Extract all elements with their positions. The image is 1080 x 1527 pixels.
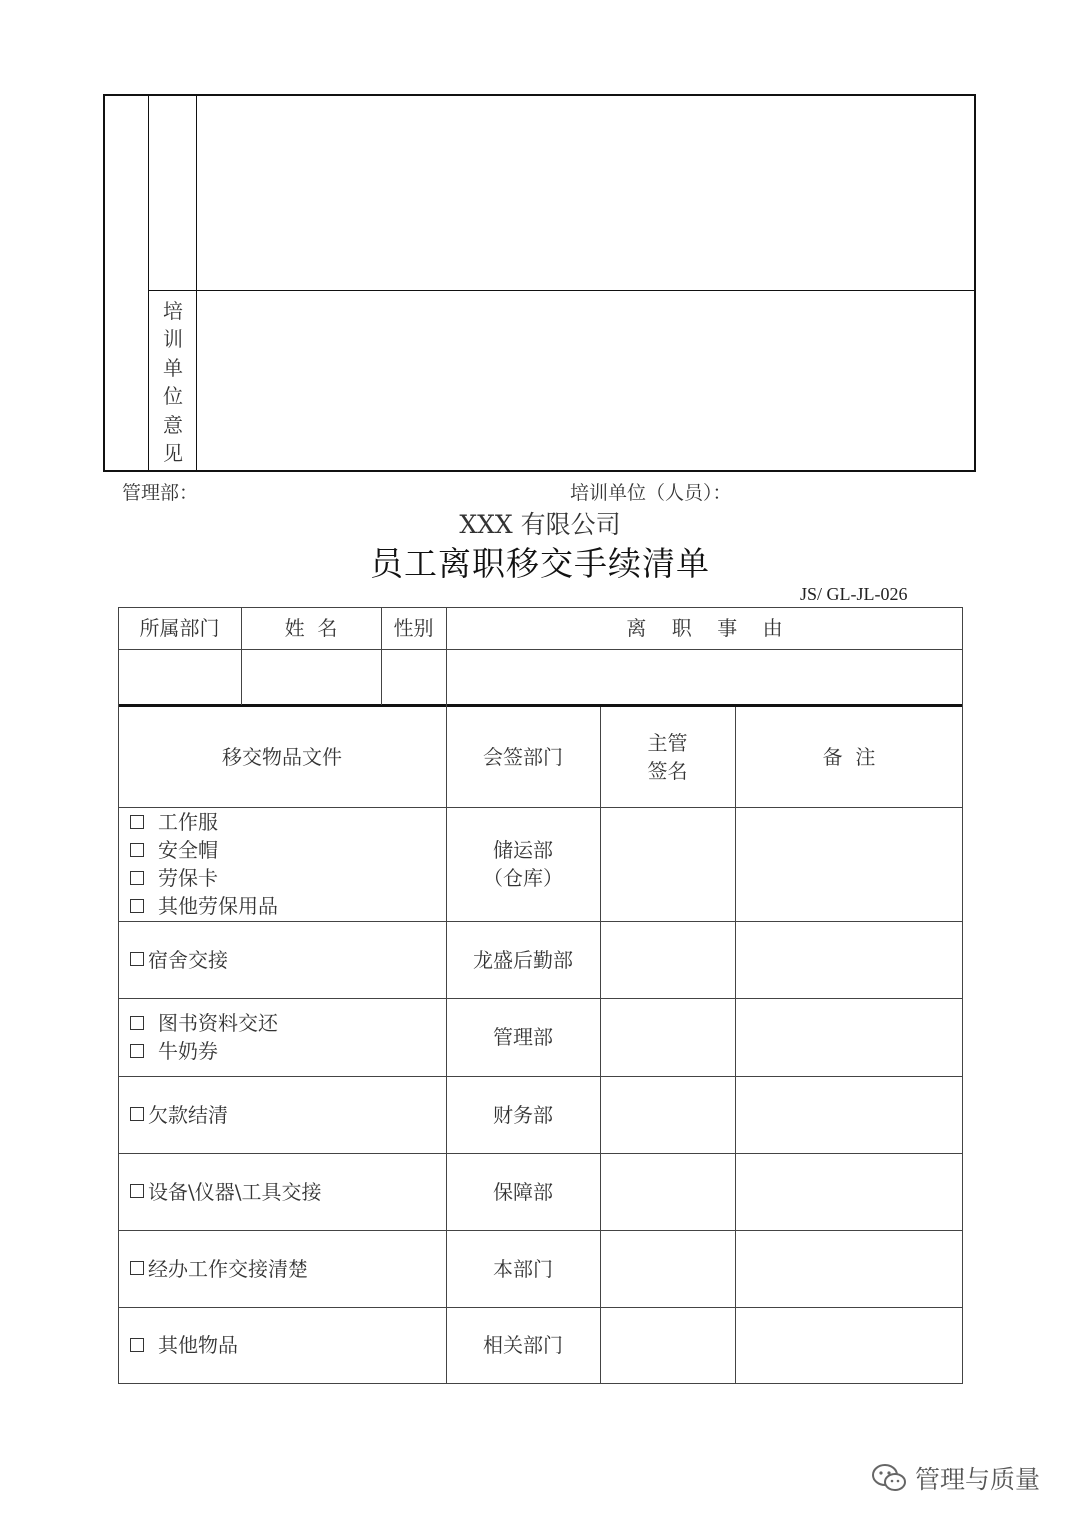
- watermark-text: 管理与质量: [914, 1465, 1040, 1494]
- header-items: 移交物品文件: [222, 745, 342, 769]
- header-text: 主管: [647, 731, 688, 755]
- list-item[interactable]: [130, 1009, 278, 1037]
- item-label: 其他劳保用品: [158, 894, 278, 918]
- watermark: [871, 1460, 1040, 1496]
- dept-cell: 财务部: [493, 1102, 553, 1127]
- checkbox[interactable]: [130, 1261, 144, 1275]
- item-label: 设备\仪器\工具交接: [148, 1179, 322, 1204]
- item-label: 劳保卡: [158, 866, 218, 890]
- company-name: XXX 有限公司: [459, 510, 621, 539]
- dept-cell: 本部门: [493, 1256, 553, 1281]
- dept-cell: [446, 807, 600, 921]
- checkbox[interactable]: [130, 843, 144, 857]
- checkbox[interactable]: [130, 815, 144, 829]
- table-row-items: [118, 998, 446, 1076]
- label-char: 培: [163, 298, 183, 323]
- header-countersign-dept: 会签部门: [483, 745, 563, 769]
- list-item[interactable]: [130, 808, 278, 836]
- header-name: 姓 名: [284, 616, 338, 640]
- header-text: 签名: [647, 759, 688, 783]
- item-label: 其他物品: [158, 1333, 238, 1357]
- dept-cell: 管理部: [493, 1025, 553, 1049]
- item-label: 宿舍交接: [148, 947, 228, 972]
- item-label: 欠款结清: [148, 1102, 228, 1127]
- dept-cell: 相关部门: [483, 1333, 563, 1357]
- item-label: 安全帽: [158, 838, 218, 862]
- dept-label: 储运部: [493, 838, 553, 862]
- page-title: 员工离职移交手续清单: [370, 544, 710, 583]
- checkbox[interactable]: [130, 1107, 144, 1121]
- signature-management-dept: 管理部：: [122, 482, 199, 504]
- checkbox[interactable]: [130, 899, 144, 913]
- checkbox[interactable]: [130, 1044, 144, 1058]
- training-unit-opinion-label: [149, 292, 197, 472]
- list-item[interactable]: [130, 1178, 321, 1206]
- list-item[interactable]: [130, 892, 278, 920]
- table-row-items: [118, 807, 446, 921]
- dept-cell: 龙盛后勤部: [473, 947, 573, 972]
- item-label: 牛奶券: [158, 1039, 218, 1063]
- table-row-items: [118, 1307, 446, 1383]
- header-resignation-reason: 离 职 事 由: [626, 616, 783, 640]
- checkbox[interactable]: [130, 1016, 144, 1030]
- list-item[interactable]: [130, 946, 228, 974]
- department-field[interactable]: [118, 649, 241, 704]
- table-row-items: [118, 1076, 446, 1153]
- header-department: 所属部门: [139, 616, 220, 640]
- item-label: 图书资料交还: [158, 1011, 278, 1035]
- dept-label: （仓库）: [483, 866, 563, 890]
- table-row-items: [118, 1153, 446, 1230]
- label-char: 单: [163, 355, 183, 380]
- training-opinion-table: [103, 94, 976, 472]
- wechat-icon: [871, 1463, 907, 1493]
- resignation-checklist-table: [118, 607, 963, 1384]
- list-item[interactable]: [130, 1255, 308, 1283]
- table-row-items: [118, 921, 446, 998]
- list-item[interactable]: [130, 1037, 278, 1065]
- header-remarks: 备 注: [822, 745, 876, 769]
- list-item[interactable]: [130, 1101, 228, 1129]
- signature-training-unit: 培训单位（人员）：: [570, 482, 732, 504]
- dept-cell: 保障部: [493, 1179, 553, 1204]
- header-supervisor-signature: [600, 707, 735, 807]
- name-field[interactable]: [241, 649, 381, 704]
- item-label: 经办工作交接清楚: [148, 1256, 308, 1281]
- gender-field[interactable]: [381, 649, 446, 704]
- item-label: 工作服: [158, 810, 218, 834]
- label-char: 意: [163, 412, 183, 437]
- label-char: 见: [163, 441, 183, 465]
- table-row-items: [118, 1230, 446, 1307]
- checkbox[interactable]: [130, 952, 144, 966]
- label-char: 位: [163, 384, 183, 408]
- list-item[interactable]: [130, 864, 278, 892]
- table-divider: [148, 290, 974, 291]
- reason-field[interactable]: [446, 649, 963, 704]
- header-gender: 性别: [393, 616, 434, 640]
- checkbox[interactable]: [130, 871, 144, 885]
- list-item[interactable]: [130, 1331, 238, 1359]
- label-char: 训: [163, 327, 183, 351]
- document-code: JS/ GL-JL-026: [800, 584, 908, 604]
- list-item[interactable]: [130, 836, 278, 864]
- checkbox[interactable]: [130, 1338, 144, 1352]
- checkbox[interactable]: [130, 1184, 144, 1198]
